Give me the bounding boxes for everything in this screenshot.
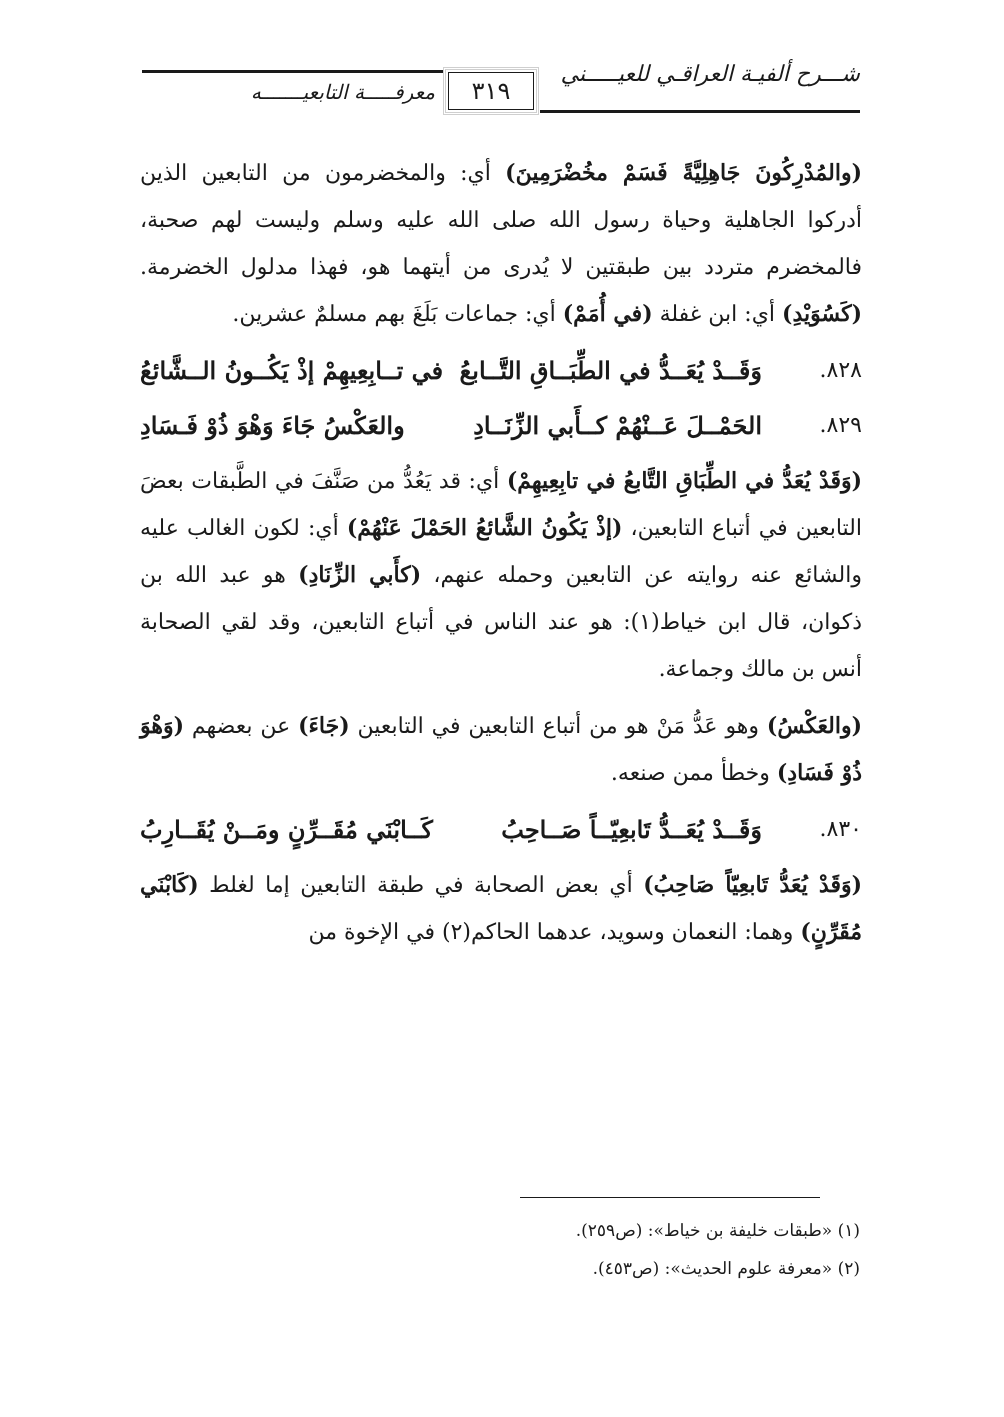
commentary-text: وهما: النعمان وسويد، عدهما الحاكم(٢) في الإخوة من xyxy=(308,920,801,945)
footnote-separator xyxy=(520,1197,820,1198)
matn-quote: (جَاءَ) xyxy=(298,713,350,739)
matn-quote: (في أُمَمْ) xyxy=(562,301,653,327)
commentary-text: هو عبد الله بن ذكوان، قال ابن خياط(١): هو عند الناس في أتباع التابعين، وقد لقي الصحابة أنس بن مالك وجماعة. xyxy=(140,563,862,682)
commentary-text: أي: لكون الغالب عليه والشائع عنه روايته عن التابعين وحمله عنهم، xyxy=(140,516,862,588)
header-rule-right xyxy=(540,110,860,113)
header-rule-left xyxy=(142,70,444,73)
verse-line xyxy=(140,348,862,403)
matn-quote: (إذْ يَكُونُ الشَّائعُ الحَمْلَ عَنْهُمْ) xyxy=(346,515,623,541)
matn-quote: (وَهْوَ ذُوْ فَسَادِ) xyxy=(140,713,862,786)
matn-quote: (وَقَدْ يُعَدُّ في الطِّبَاقِ التَّابعُ في تابِعِيهِمْ) xyxy=(506,468,863,494)
verse-line xyxy=(140,403,862,458)
commentary-text: أي: والمخضرمون من التابعين الذين أدركوا الجاهلية وحياة رسول الله صلى الله عليه وسلم وليست لهم صحبة، فالمخضرم متردد بين طبقتين لا يُدرى من أيتهما هو، فهذا مدلول الخضرمة. xyxy=(140,161,862,280)
verse-second-hemistich: في تــابِعِيهِمْ إذْ يَكُــونُ الــشَّائعُ xyxy=(140,356,444,385)
footnote-2: (٢) «معرفة علوم الحديث»: (ص٤٥٣). xyxy=(592,1259,860,1279)
commentary-text: وخطأ ممن صنعه. xyxy=(610,761,777,786)
verse-number: ٨٢٨. xyxy=(819,358,862,383)
commentary-text: عن بعضهم xyxy=(184,714,299,739)
matn-quote: (والمُدْرِكُونَ جَاهِلِيَّةً فَسَمْ مخُضْرَمِينَ) xyxy=(505,160,862,186)
matn-quote: (كَابْنَي مُقَرِّنٍ) xyxy=(140,872,862,945)
verse-number: ٨٢٩. xyxy=(819,413,862,438)
footnotes xyxy=(400,1212,860,1288)
page-body xyxy=(140,150,862,966)
verse-line xyxy=(140,807,862,862)
matn-quote: (وَقَدْ يُعَدُّ تَابعِيّاً صَاحِبُ) xyxy=(643,872,862,898)
footnote-1: (١) «طبقات خليفة بن خياط»: (ص٢٥٩). xyxy=(575,1221,860,1241)
verse-first-hemistich: وَقَــدْ يُعَــدُّ تَابعِيّــاً صَــاحِبُ xyxy=(501,815,762,844)
section-title: معرفـــــة التابعيـــــــه xyxy=(250,80,435,104)
verse-first-hemistich: وَقَــدْ يُعَــدُّ في الطِّبَــاقِ التَّــابعُ xyxy=(459,356,762,385)
commentary-paragraph xyxy=(140,703,862,797)
matn-quote: (والعَكْسُ) xyxy=(766,713,862,739)
verse-second-hemistich: والعَكْسُ جَاءَ وَهْوَ ذُوْ فَـسَادِ xyxy=(140,411,405,440)
commentary-text: أي: ابن غفلة xyxy=(652,302,783,327)
page-number: ٣١٩ xyxy=(448,72,534,110)
verse-first-hemistich: الحَمْــلَ عَــنْهُمْ كــأَبي الزِّنَــادِ xyxy=(473,411,762,440)
commentary-text: أي: جماعات بَلَغَ بهم مسلمٌ عشرين. xyxy=(232,302,563,327)
verse-second-hemistich: كَــابْنَي مُقَــرِّنٍ ومَــنْ يُقَــارِبُ xyxy=(140,815,433,844)
page-header xyxy=(0,0,1004,130)
commentary-text: أي بعض الصحابة في طبقة التابعين إما لغلط xyxy=(198,873,644,898)
book-title: شـــرح ألفيـة العراقـي للعيـــــني xyxy=(560,62,860,87)
verse-number: ٨٣٠. xyxy=(819,817,862,842)
commentary-text: أي: قد يَعُدُّ من صَنَّفَ في الطَّبقات بعضَ التابعين في أتباع التابعين، xyxy=(140,469,862,541)
commentary-paragraph xyxy=(140,150,862,338)
commentary-paragraph xyxy=(140,862,862,956)
commentary-text: وهو عَدُّ مَنْ هو من أتباع التابعين في التابعين xyxy=(349,714,767,739)
matn-quote: (كأَبي الزِّنَادِ) xyxy=(298,562,422,588)
commentary-paragraph xyxy=(140,458,862,693)
matn-quote: (كَسُوَيْدِ) xyxy=(782,301,862,327)
